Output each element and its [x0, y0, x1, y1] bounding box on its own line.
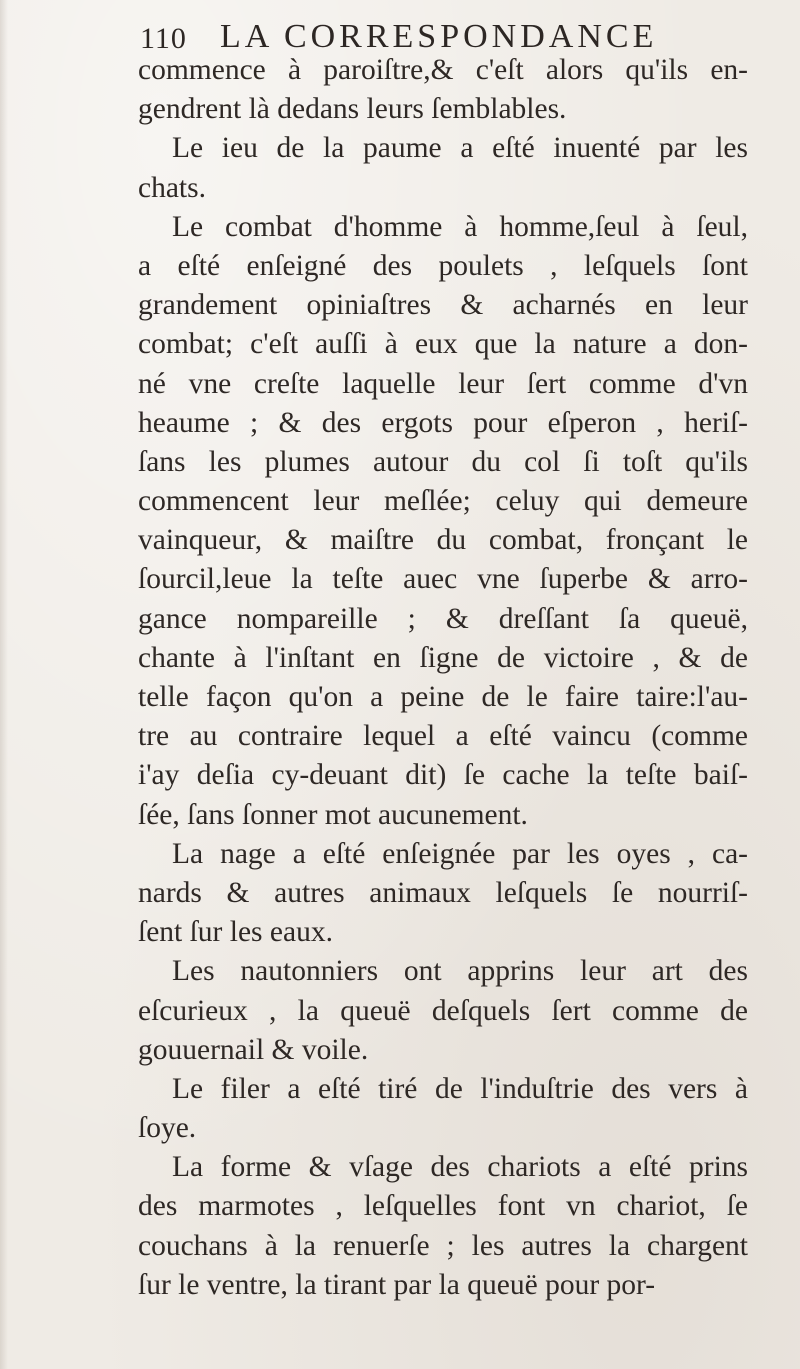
text-line: a eſté enſeigné des poulets , leſquels ſont — [138, 249, 748, 282]
text-line: gance nompareille ; & dreſſant ſa queuë, — [138, 602, 748, 635]
running-title: LA CORRESPONDANCE — [220, 18, 658, 55]
text-line: né vne creſte laquelle leur ſert comme d'vn — [138, 367, 748, 400]
text-line: ſourcil,leue la teſte auec vne ſuperbe & arro- — [138, 563, 748, 596]
paragraph — [138, 129, 748, 207]
text-line: ſur le ventre, la tirant par la queuë pour por- — [138, 1268, 656, 1301]
text-line: tre au contraire lequel a eſté vaincu (comme — [138, 720, 748, 753]
text-line: combat; c'eſt auſſi à eux que la nature a don- — [138, 328, 748, 361]
body-text — [138, 51, 748, 1305]
text-line: nards & autres animaux leſquels ſe nourriſ- — [138, 876, 748, 909]
text-line: gouuernail & voile. — [138, 1033, 369, 1066]
paragraph — [138, 208, 748, 835]
text-line: ſoye. — [138, 1112, 197, 1145]
text-line: eſcurieux , la queuë deſquels ſert comme de — [138, 994, 748, 1027]
text-line: Le combat d'homme à homme,ſeul à ſeul, — [172, 210, 748, 243]
text-line: commence à paroiſtre,& c'eſt alors qu'ils en- — [138, 54, 748, 86]
text-line: chats. — [138, 171, 206, 204]
text-line: grandement opiniaſtres & acharnés en leur — [138, 289, 748, 322]
text-line: ſée, ſans ſonner mot aucunement. — [138, 798, 528, 831]
text-line: des marmotes , leſquelles font vn chariot, ſe — [138, 1190, 748, 1223]
text-line: vainqueur, & maiſtre du combat, fronçant le — [138, 524, 748, 557]
text-line: ſent ſur les eaux. — [138, 916, 333, 949]
text-line: couchans à la renuerſe ; les autres la chargent — [138, 1229, 748, 1262]
text-line: gendrent là dedans leurs ſemblables. — [138, 93, 567, 126]
page-number: 110 — [140, 22, 187, 55]
text-line: ſans les plumes autour du col ſi toſt qu'ils — [138, 445, 748, 478]
paragraph — [138, 1070, 748, 1148]
text-line: heaume ; & des ergots pour eſperon , heriſ- — [138, 406, 748, 439]
paragraph — [138, 51, 748, 129]
text-line: Le ieu de la paume a eſté inuenté par les — [172, 132, 748, 165]
text-line: La forme & vſage des chariots a eſté prins — [172, 1151, 748, 1184]
text-line: i'ay deſia cy-deuant dit) ſe cache la teſte baiſ- — [138, 759, 748, 792]
text-line: chante à l'inſtant en ſigne de victoire , & de — [138, 641, 748, 674]
paragraph — [138, 1148, 748, 1305]
text-line: telle façon qu'on a peine de le faire taire:l'au- — [138, 681, 748, 713]
text-line: commencent leur meſlée; celuy qui demeure — [138, 485, 748, 518]
page-fold-shadow — [0, 0, 8, 1369]
text-line: Les nautonniers ont apprins leur art des — [172, 955, 748, 988]
text-line: Le filer a eſté tiré de l'induſtrie des vers à — [172, 1072, 748, 1105]
text-line: La nage a eſté enſeignée par les oyes , ca- — [172, 837, 748, 870]
paragraph — [138, 952, 748, 1070]
paragraph — [138, 835, 748, 953]
